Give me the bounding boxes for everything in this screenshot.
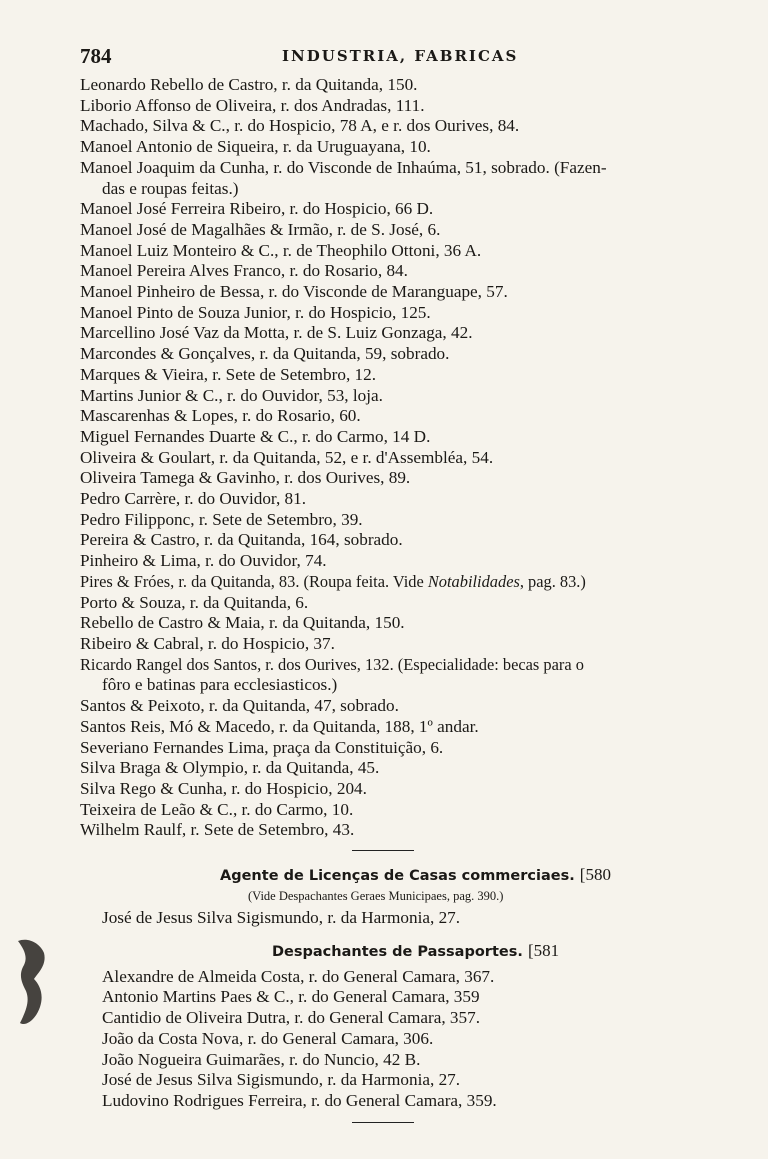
- list-item: Oliveira Tamega & Gavinho, r. dos Ourives, 89.: [80, 468, 411, 488]
- list-item: João da Costa Nova, r. do General Camara, 306.: [102, 1028, 434, 1048]
- section-note: (Vide Despachantes Geraes Municipaes, pag. 390.): [248, 889, 504, 904]
- list-item: Ricardo Rangel dos Santos, r. dos Ourives, 132. (Especialidade: becas para o: [80, 654, 584, 674]
- list-item: Silva Rego & Cunha, r. do Hospicio, 204.: [80, 778, 367, 798]
- list-item: Pedro Filipponc, r. Sete de Setembro, 39.: [80, 509, 363, 529]
- list-item: João Nogueira Guimarães, r. do Nuncio, 42 B.: [102, 1049, 421, 1069]
- list-item: Cantidio de Oliveira Dutra, r. do General Camara, 357.: [102, 1008, 481, 1028]
- list-item: Leonardo Rebello de Castro, r. da Quitanda, 150.: [80, 75, 418, 94]
- list-item: Wilhelm Raulf, r. Sete de Setembro, 43.: [80, 820, 355, 840]
- list-item: Marcellino José Vaz da Motta, r. de S. Luiz Gonzaga, 42.: [80, 323, 473, 343]
- list-item: Severiano Fernandes Lima, praça da Constituição, 6.: [80, 737, 444, 757]
- list-item: Manoel Joaquim da Cunha, r. do Visconde de Inhaúma, 51, sobrado. (Fazen-: [80, 157, 607, 177]
- list-item: Marques & Vieira, r. Sete de Setembro, 12.: [80, 364, 377, 384]
- list-item: Manoel José Ferreira Ribeiro, r. do Hospicio, 66 D.: [80, 199, 434, 219]
- list-item-continuation: fôro e batinas para ecclesiasticos.): [102, 675, 338, 695]
- list-item: Pinheiro & Lima, r. do Ouvidor, 74.: [80, 551, 327, 571]
- list-item-pires: Pires & Fróes, r. da Quitanda, 83. (Roupa feita. Vide Notabilidades, pag. 83.): [80, 571, 586, 591]
- list-item: Porto & Souza, r. da Quitanda, 6.: [80, 592, 309, 612]
- section-divider: [352, 1122, 414, 1123]
- list-item: Antonio Martins Paes & C., r. do General Camara, 359: [102, 987, 480, 1007]
- list-item: Pereira & Castro, r. da Quitanda, 164, sobrado.: [80, 530, 403, 550]
- directory-list: [80, 75, 730, 1123]
- list-item: Santos Reis, Mó & Macedo, r. da Quitanda, 188, 1º andar.: [80, 716, 479, 736]
- list-item: Martins Junior & C., r. do Ouvidor, 53, loja.: [80, 385, 383, 405]
- list-item-continuation: das e roupas feitas.): [102, 178, 239, 198]
- running-head: INDUSTRIA, FABRICAS: [282, 47, 519, 65]
- list-item: Manoel Pinto de Souza Junior, r. do Hospicio, 125.: [80, 302, 431, 322]
- list-item: José de Jesus Silva Sigismundo, r. da Harmonia, 27.: [102, 908, 461, 928]
- list-item: Manoel José de Magalhães & Irmão, r. de S. José, 6.: [80, 219, 441, 239]
- list-item: Manoel Luiz Monteiro & C., r. de Theophilo Ottoni, 36 A.: [80, 240, 482, 260]
- list-item: Santos & Peixoto, r. da Quitanda, 47, sobrado.: [80, 696, 399, 716]
- list-item: Rebello de Castro & Maia, r. da Quitanda, 150.: [80, 613, 405, 633]
- ink-smudge-mark: [14, 935, 48, 1030]
- list-item: Manoel Antonio de Siqueira, r. da Uruguayana, 10.: [80, 137, 431, 157]
- list-item: Manoel Pinheiro de Bessa, r. do Visconde de Maranguape, 57.: [80, 282, 508, 302]
- list-item: Ludovino Rodrigues Ferreira, r. do General Camara, 359.: [102, 1090, 497, 1110]
- section-title-agentes: Agente de Licenças de Casas commerciaes. [580: [220, 865, 611, 885]
- list-item: Manoel Pereira Alves Franco, r. do Rosario, 84.: [80, 261, 408, 281]
- list-item: Silva Braga & Olympio, r. da Quitanda, 45.: [80, 758, 380, 778]
- section-divider: [352, 850, 414, 851]
- list-item: Liborio Affonso de Oliveira, r. dos Andradas, 111.: [80, 95, 425, 115]
- list-item: Mascarenhas & Lopes, r. do Rosario, 60.: [80, 406, 361, 426]
- list-item: José de Jesus Silva Sigismundo, r. da Harmonia, 27.: [102, 1070, 461, 1090]
- list-item: Miguel Fernandes Duarte & C., r. do Carmo, 14 D.: [80, 426, 431, 446]
- section-title-despachantes: Despachantes de Passaportes. [581: [272, 940, 560, 960]
- list-item: Pedro Carrère, r. do Ouvidor, 81.: [80, 489, 307, 509]
- list-item: Marcondes & Gonçalves, r. da Quitanda, 59, sobrado.: [80, 344, 450, 364]
- list-item: Alexandre de Almeida Costa, r. do General Camara, 367.: [102, 966, 495, 986]
- page-header: [80, 44, 720, 70]
- list-item: Ribeiro & Cabral, r. do Hospicio, 37.: [80, 633, 335, 653]
- list-item: Teixeira de Leão & C., r. do Carmo, 10.: [80, 799, 354, 819]
- list-item: Machado, Silva & C., r. do Hospicio, 78 A, e r. dos Ourives, 84.: [80, 116, 520, 136]
- page-number: 784: [80, 44, 112, 68]
- list-item: Oliveira & Goulart, r. da Quitanda, 52, e r. d'Assembléa, 54.: [80, 447, 494, 467]
